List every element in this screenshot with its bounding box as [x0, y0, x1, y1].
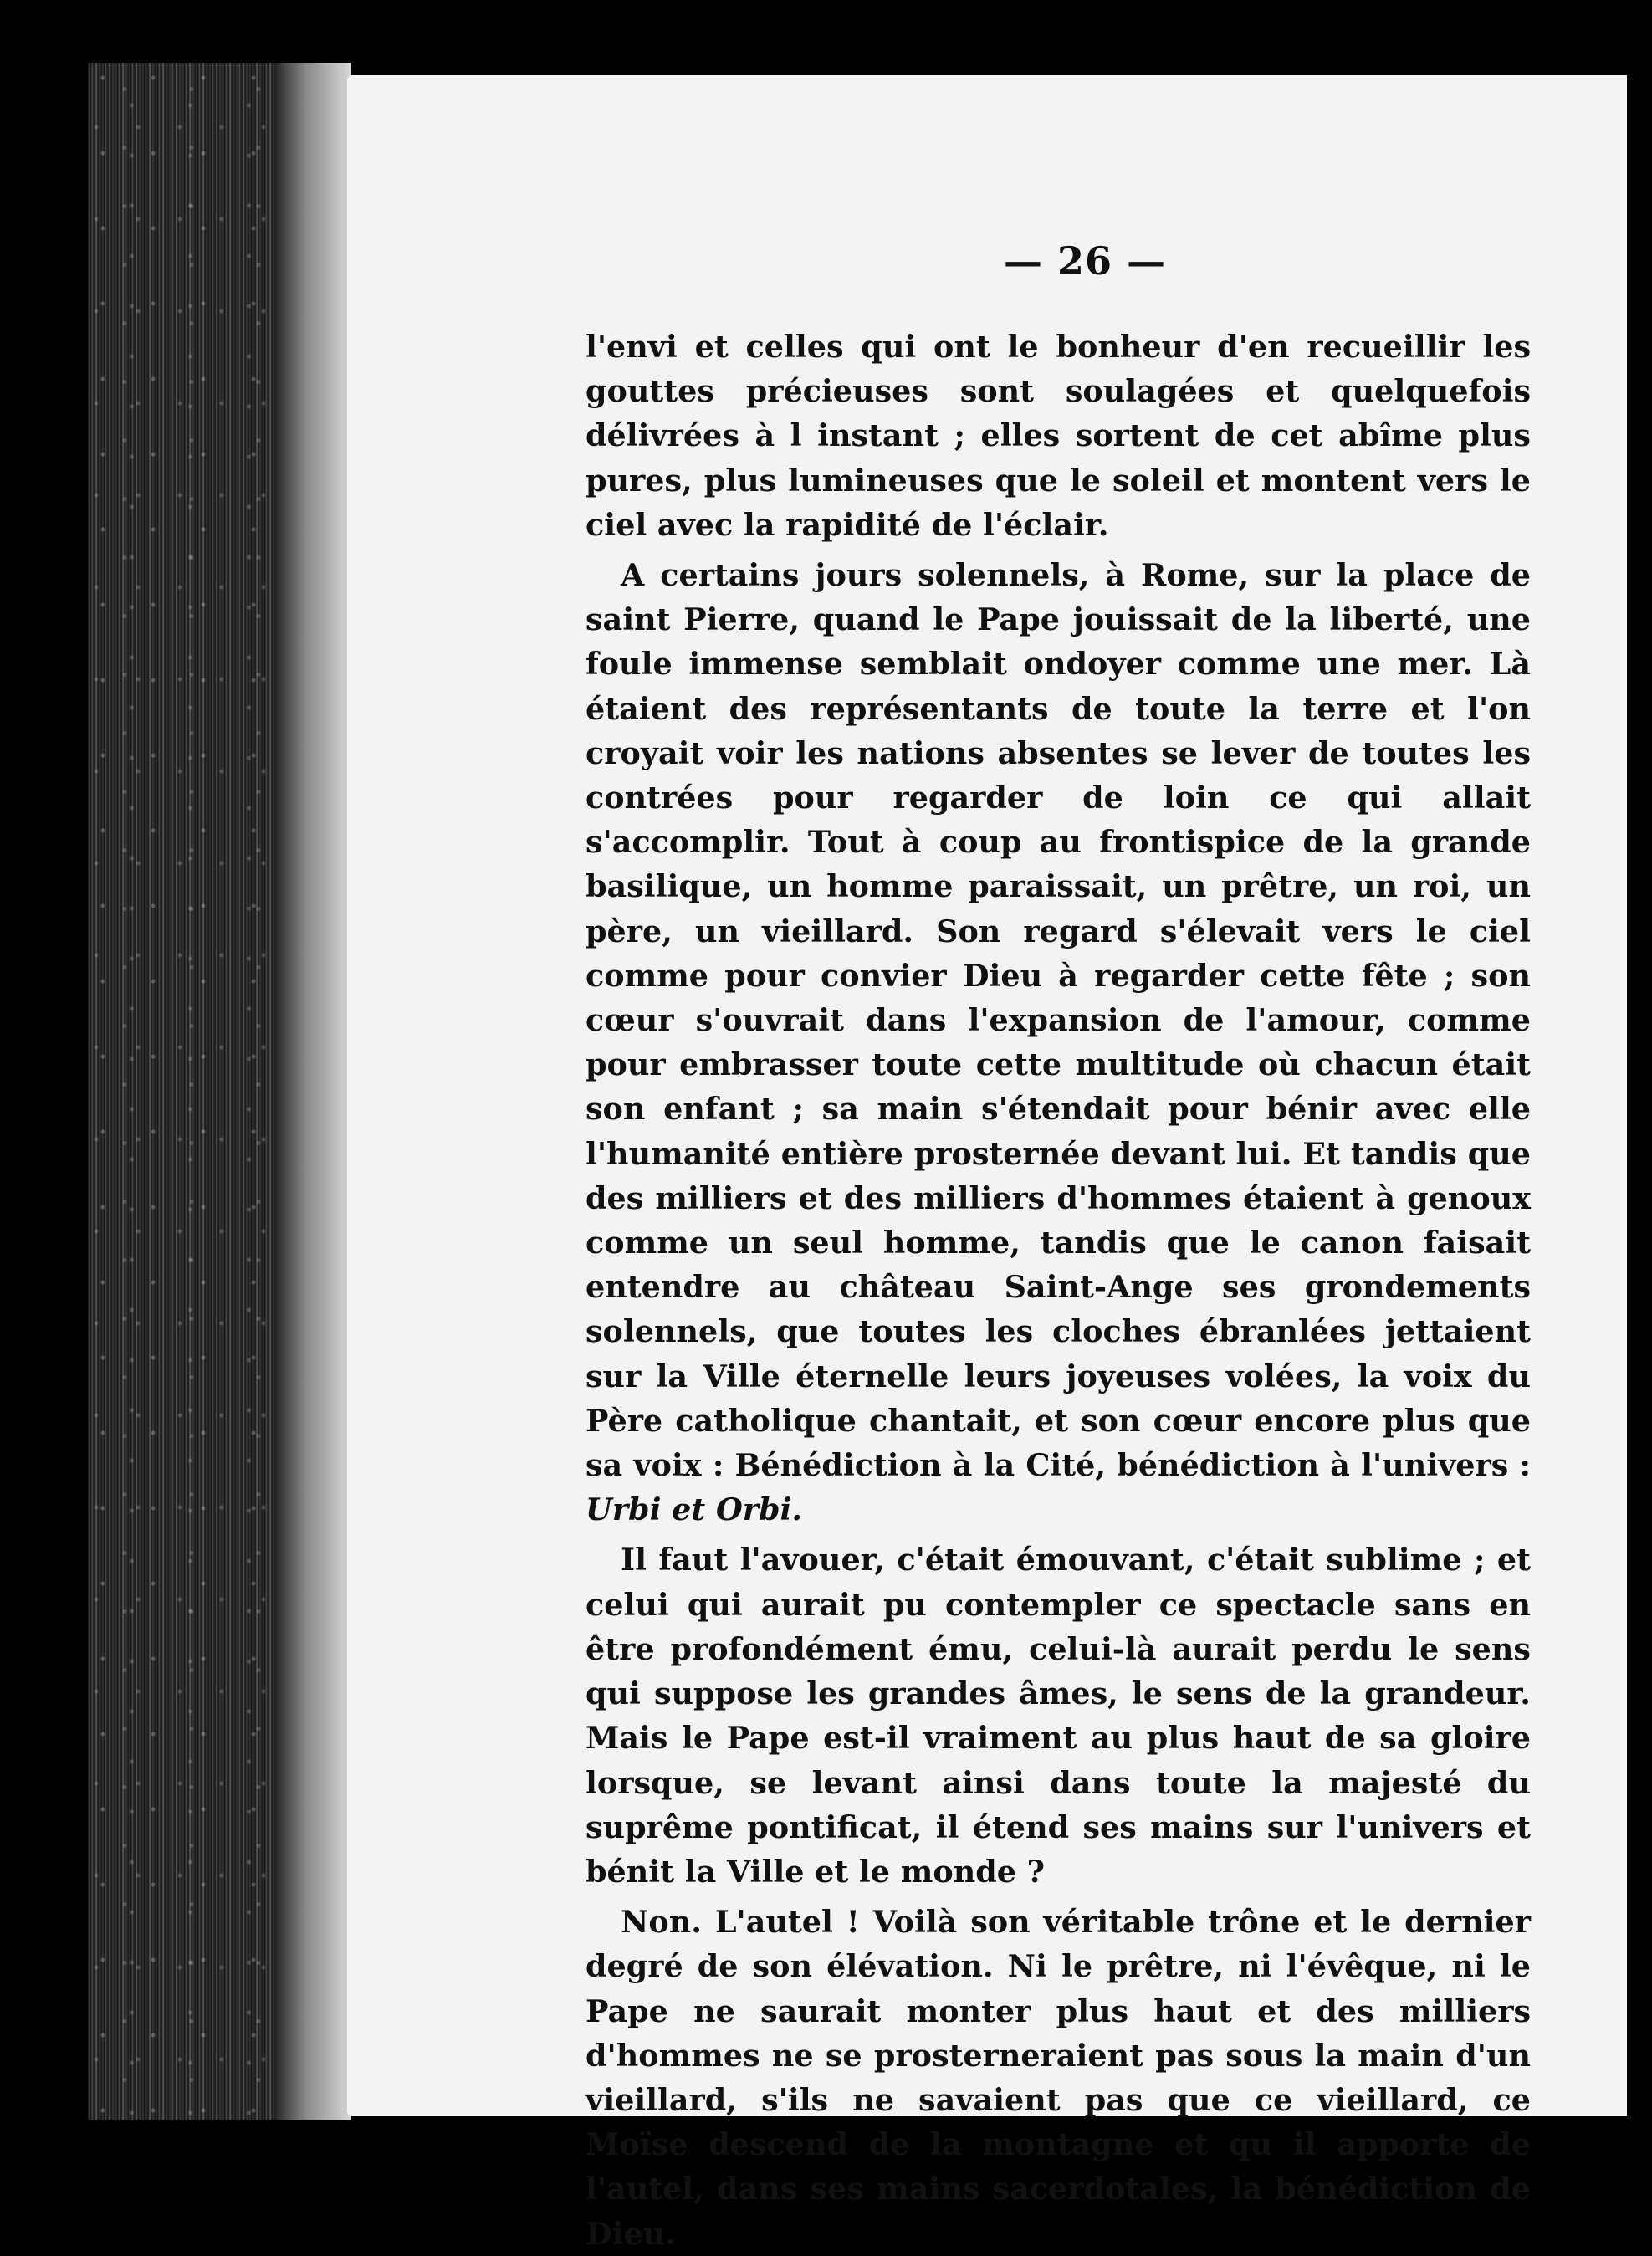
latin-phrase: Urbi et Orbi. — [586, 1491, 803, 1528]
page-number: — 26 — — [1004, 238, 1167, 284]
body-text — [586, 325, 1531, 2256]
paragraph-4: Non. L'autel ! Voilà son véritable trône et le dernier degré de son élévation. Ni le prêtre, ni l'évêque, ni le Pape ne saurait monter plus haut et des milliers d'hommes ne se prosterneraient pas sous la main d'un vieillard, s'ils ne savaient pas que ce vieillard, ce Moïse descend de la montagne et qu il apporte de l'autel, dans ses mains sacerdotales, la bénédiction de Dieu. — [586, 1904, 1531, 2252]
paragraph-1: l'envi et celles qui ont le bonheur d'en recueillir les gouttes précieuses sont soulagées et quelquefois délivrées à l instant ; elles sortent de cet abîme plus pures, plus lumineuses que le soleil et montent vers le ciel avec la rapidité de l'éclair. — [586, 329, 1531, 543]
gutter-shadow — [276, 63, 351, 2120]
paragraph-3: Il faut l'avouer, c'était émouvant, c'était sublime ; et celui qui aurait pu contempler ce spectacle sans en être profondément ému, celui-là aurait perdu le sens qui suppose les grandes âmes, le sens de la grandeur. Mais le Pape est-il vraiment au plus haut de sa gloire lorsque, se levant ainsi dans toute la majesté du suprême pontificat, il étend ses mains sur l'univers et bénit la Ville et le monde ? — [586, 1542, 1531, 1890]
paragraph-2-text: A certains jours solennels, à Rome, sur la place de saint Pierre, quand le Pape jouissait de la liberté, une foule immense semblait ondoyer comme une mer. Là étaient des représentants de toute la terre et l'on croyait voir les nations absentes se lever de toutes les contrées pour regarder de loin ce qui allait s'accomplir. Tout à coup au frontispice de la grande basilique, un homme paraissait, un prêtre, un roi, un père, un vieillard. Son regard s'élevait vers le ciel comme pour convier Dieu à regarder cette fête ; son cœur s'ouvrait dans l'expansion de l'amour, comme pour embrasser toute cette multitude où chacun était son enfant ; sa main s'étendait pour bénir avec elle l'humanité entière prosternée devant lui. Et tandis que des milliers et des milliers d'hommes étaient à genoux comme un seul homme, tandis que le canon faisait entendre au château Saint-Ange ses grondements solennels, que toutes les cloches ébranlées jettaient sur la Ville éternelle leurs joyeuses volées, la voix du Père catholique chantait, et son cœur encore plus que sa voix : Bénédiction à la Cité, bénédiction à l'univers : — [586, 557, 1531, 1484]
paragraph-2 — [586, 553, 1531, 1532]
